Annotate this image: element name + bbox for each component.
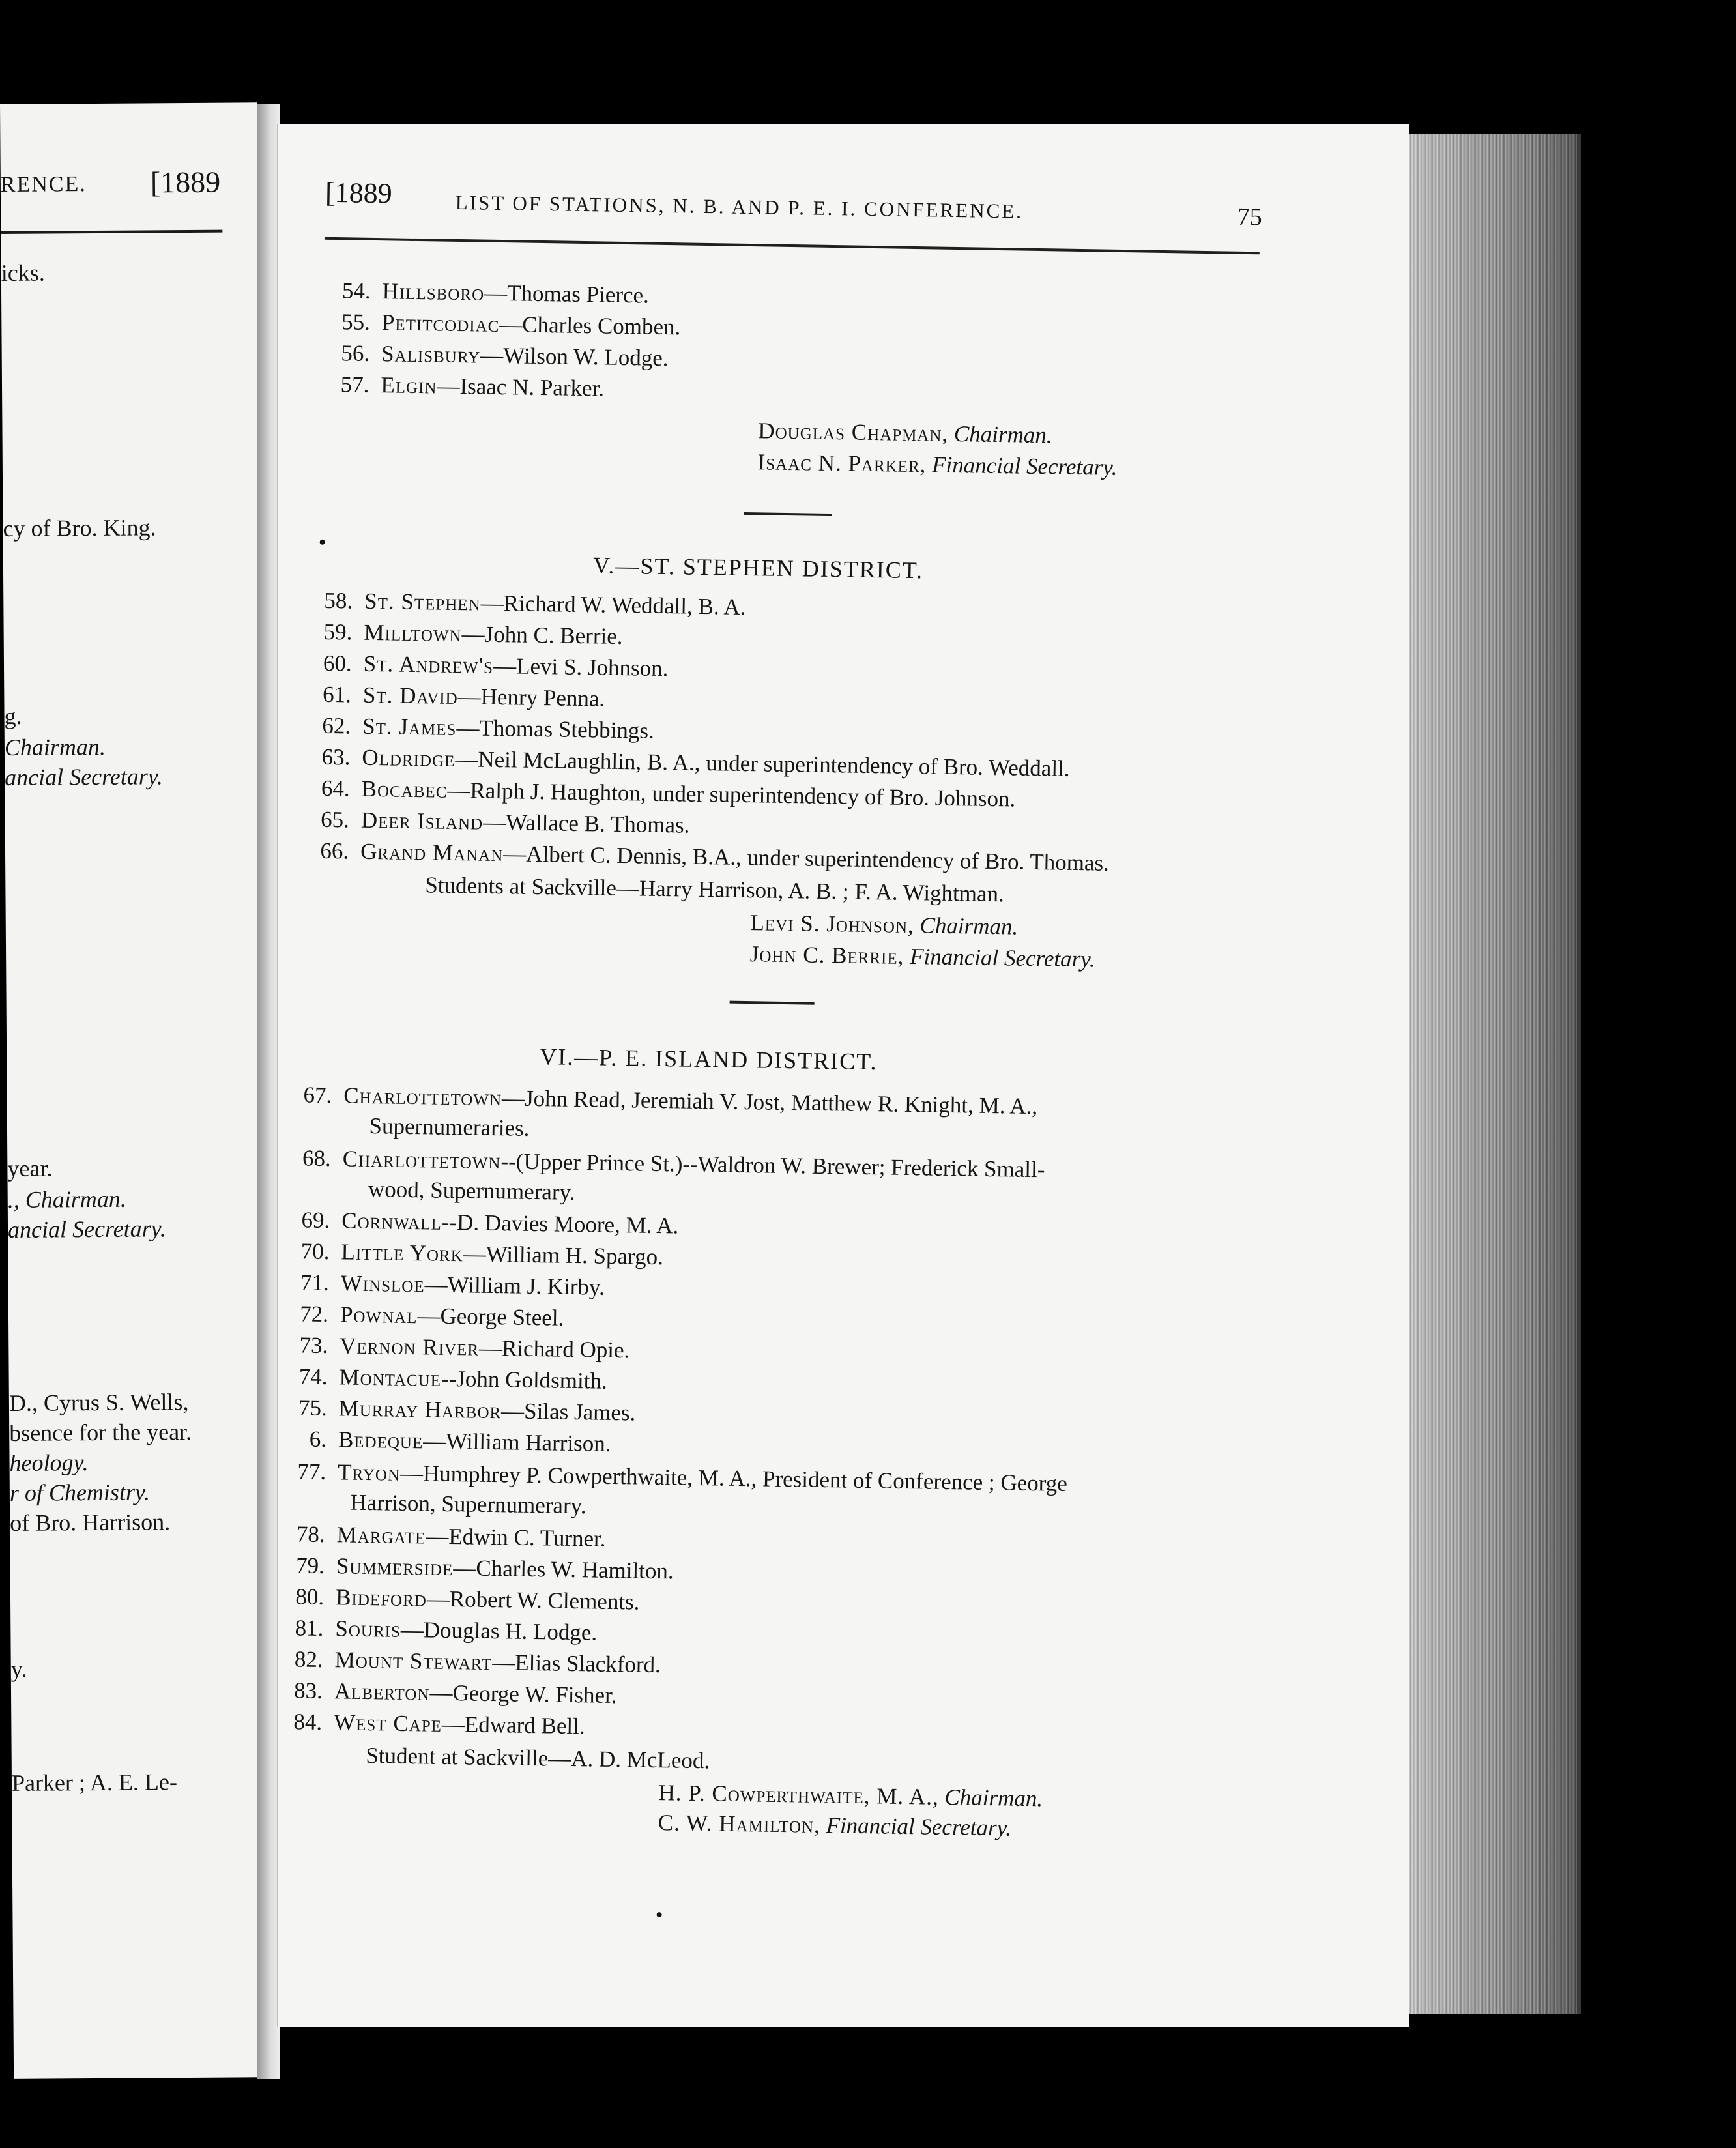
station-ministers: --D. Davies Moore, M. A. [441,1209,679,1239]
station-number: 59. [323,618,353,645]
left-fragment: heology. [9,1449,89,1476]
station-entry [282,1677,1286,1709]
station-place: Murray Harbor [338,1395,502,1424]
station-ministers: --John Goldsmith. [441,1365,608,1394]
station-place: St. James [362,713,457,741]
station-ministers: —Neil McLaughlin, B. A., under superintendency of Bro. Weddall. [455,746,1070,781]
station-ministers: —Humphrey P. Cowperthwaite, M. A., President of Conference ; George [399,1460,1068,1496]
section-divider [744,512,832,516]
station-entry [283,1646,1286,1678]
station-number: 60. [323,650,353,676]
station-entry [330,309,1307,340]
station-entry [285,1521,1288,1552]
left-fragment: Chairman. [4,733,106,761]
station-ministers: —John C. Berrie. [461,621,623,650]
station-entry [309,837,1299,876]
left-fragment: ., Chairman. [7,1185,126,1213]
station-ministers: —George W. Fisher. [429,1679,617,1709]
station-number: 73. [299,1332,328,1359]
station-place: Vernon River [339,1333,480,1361]
station-place: St. Andrew's [363,650,494,678]
station-entry [287,1363,1291,1394]
station-number: 77. [297,1459,326,1485]
header-rule [325,237,1260,255]
station-entry [291,1145,1294,1183]
station-place: Pownal [340,1301,418,1329]
station-number: 58. [324,587,353,614]
secretary-line [757,449,1118,481]
station-number: 78. [296,1521,326,1548]
station-entry [289,1270,1292,1300]
station-entry [290,1207,1294,1239]
page-number: 75 [1237,203,1262,231]
left-fragment: of Bro. Harrison. [10,1509,171,1536]
station-place: Summerside [336,1553,454,1581]
station-entry [286,1459,1290,1496]
book-fore-edge-shading [1395,134,1577,2014]
station-ministers: —Thomas Pierce. [484,280,650,308]
station-entry [329,371,1307,401]
station-number: 80. [295,1584,325,1610]
station-entry [288,1332,1292,1363]
station-ministers: —Edward Bell. [441,1711,585,1739]
station-place: Alberton [334,1678,430,1705]
station-ministers: —Thomas Stebbings. [456,715,655,744]
station-place: West Cape [333,1709,442,1737]
station-ministers: —Edwin C. Turner. [426,1523,606,1552]
chairman-name: Levi S. Johnson, [750,910,915,938]
station-place: Cornwall [341,1208,442,1235]
station-number: 57. [340,371,369,398]
station-place: St. David [362,682,459,710]
station-entry [311,681,1301,712]
station-place: Grand Manan [360,838,504,867]
station-place: Montacue [339,1364,442,1391]
chairman-name: H. P. Cowperthwaite, M. A., [658,1780,940,1810]
station-entry [287,1395,1290,1426]
station-continuation: wood, Supernumerary. [368,1176,575,1205]
station-ministers: —Charles W. Hamilton. [453,1555,674,1584]
station-number: 6. [309,1426,327,1453]
station-place: St. Stephen [364,588,482,616]
chairman-line [750,910,1018,940]
station-entry [311,712,1301,744]
chairman-line [758,418,1052,448]
secretary-name: John C. Berrie, [749,941,904,969]
secretary-line [749,941,1095,972]
station-number: 61. [322,681,352,708]
station-ministers: —Richard Opie. [478,1335,630,1363]
chairman-role: Chairman. [919,912,1019,940]
left-fragment: ancial Secretary. [7,1215,166,1243]
station-continuation: Supernumeraries. [369,1113,530,1141]
station-place: Tryon [337,1459,401,1486]
district-title: V.—ST. STEPHEN DISTRICT. [592,552,924,584]
students-line: Student at Sackville—A. D. McLeod. [366,1743,710,1774]
station-place: Winsloe [340,1270,425,1298]
station-number: 67. [303,1082,332,1109]
left-header-year: [1889 [150,165,221,199]
ink-speck [320,540,325,545]
left-running-head: RENCE. [0,172,87,197]
left-fragment: icks. [1,259,45,286]
left-fragment: cy of Bro. King. [3,514,156,542]
station-number: 69. [301,1207,330,1234]
station-ministers: —Levi S. Johnson. [493,652,669,682]
station-place: Souris [335,1616,401,1642]
station-ministers: —George Steel. [417,1303,564,1331]
station-place: Bideford [335,1584,427,1612]
secretary-role: Financial Secretary. [931,452,1118,480]
station-number: 66. [320,837,349,864]
secretary-role: Financial Secretary. [909,944,1095,972]
station-number: 63. [321,744,351,770]
station-ministers: --(Upper Prince St.)--Waldron W. Brewer; Frederick Small- [500,1148,1045,1183]
station-ministers: —William Harrison. [423,1428,611,1457]
station-ministers: —Douglas H. Lodge. [400,1616,598,1646]
station-entry [289,1238,1293,1270]
left-fragment: r of Chemistry. [9,1479,151,1506]
station-ministers: —Robert W. Clements. [426,1586,640,1615]
station-place: Deer Island [360,807,484,835]
station-entry [292,1082,1295,1120]
left-fragment: ancial Secretary. [5,763,163,791]
station-place: Margate [336,1522,426,1549]
station-entry [330,340,1307,371]
station-number: 79. [295,1552,325,1579]
station-entry [310,744,1301,781]
station-ministers: —Silas James. [500,1398,636,1426]
station-number: 62. [322,712,351,739]
station-entry [330,278,1308,308]
station-place: Charlottetown [343,1082,502,1111]
secretary-role: Financial Secretary. [826,1812,1012,1841]
chairman-line [658,1780,1043,1812]
students-line: Students at Sackville—Harry Harrison, A. B. ; F. A. Wightman. [425,872,1005,907]
station-ministers: —Wilson W. Lodge. [480,342,669,371]
secretary-line [658,1810,1012,1842]
station-entry [283,1615,1287,1646]
station-number: 82. [294,1646,324,1673]
station-ministers: —Isaac N. Parker. [437,373,605,401]
section-divider [730,1001,815,1005]
station-number: 54. [341,278,371,304]
left-facing-page [0,102,271,2079]
station-number: 81. [295,1615,324,1642]
station-place: Elgin [381,372,437,399]
chairman-name: Douglas Chapman, [758,418,949,446]
station-ministers: —John Read, Jeremiah V. Jost, Matthew R. Knight, M. A., [501,1085,1038,1120]
left-fragment: Parker ; A. E. Le- [11,1769,178,1796]
station-place: Salisbury [381,341,481,368]
station-ministers: —Wallace B. Thomas. [482,809,690,838]
ink-speck [657,1912,662,1917]
station-place: Oldridge [362,744,456,772]
station-place: Hillsboro [382,278,485,306]
station-number: 84. [293,1709,323,1735]
left-fragment: y. [10,1655,27,1682]
left-fragment: D., Cyrus S. Wells, [8,1389,189,1416]
station-entry [312,618,1303,650]
station-ministers: —Elias Slackford. [492,1649,661,1678]
station-number: 72. [299,1301,329,1328]
left-fragment: g. [4,703,22,729]
station-entry [282,1709,1286,1739]
station-place: Mount Stewart [334,1647,493,1676]
station-number: 55. [341,309,371,335]
station-place: Bocabec [361,776,448,803]
station-ministers: —Ralph J. Haughton, under superintendency of Bro. Johnson. [447,777,1016,812]
station-place: Milltown [364,619,462,647]
page-title: LIST OF STATIONS, N. B. AND P. E. I. CONFERENCE. [455,190,1024,223]
chairman-role: Chairman. [944,1784,1043,1812]
station-place: Charlottetown [342,1146,501,1174]
left-fragment: year. [7,1155,53,1182]
station-entry [288,1301,1292,1331]
station-entry [286,1426,1290,1457]
station-ministers: —Richard W. Weddall, B. A. [480,590,746,620]
left-fragment: bsence for the year. [9,1418,192,1446]
station-number: 56. [341,340,370,366]
station-ministers: —Albert C. Dennis, B.A., under superintendency of Bro. Thomas. [503,841,1110,876]
station-entry [313,587,1303,620]
district-title: VI.—P. E. ISLAND DISTRICT. [539,1043,878,1075]
station-ministers: —William J. Kirby. [424,1271,605,1300]
station-place: Little York [341,1239,464,1267]
station-number: 68. [302,1145,332,1172]
secretary-name: C. W. Hamilton, [658,1810,821,1838]
station-ministers: —William H. Spargo. [463,1241,664,1270]
station-number: 64. [321,775,351,802]
page-content [265,153,1310,1994]
station-number: 74. [298,1363,328,1390]
station-number: 70. [300,1238,330,1265]
station-entry [311,650,1302,682]
station-number: 65. [320,806,350,833]
secretary-name: Isaac N. Parker, [757,449,927,478]
chairman-role: Chairman. [953,420,1052,448]
left-header-rule [1,230,222,234]
station-number: 75. [298,1395,328,1421]
station-ministers: —Henry Penna. [457,684,605,712]
station-continuation: Harrison, Supernumerary. [350,1489,586,1519]
station-number: 71. [300,1270,330,1296]
station-entry [284,1584,1288,1615]
station-place: Bedeque [338,1427,424,1454]
station-entry [284,1552,1288,1584]
station-ministers: —Charles Comben. [499,312,681,340]
station-number: 83. [293,1677,323,1704]
header-year: [1889 [325,176,393,210]
station-place: Petitcodiac [381,310,500,337]
